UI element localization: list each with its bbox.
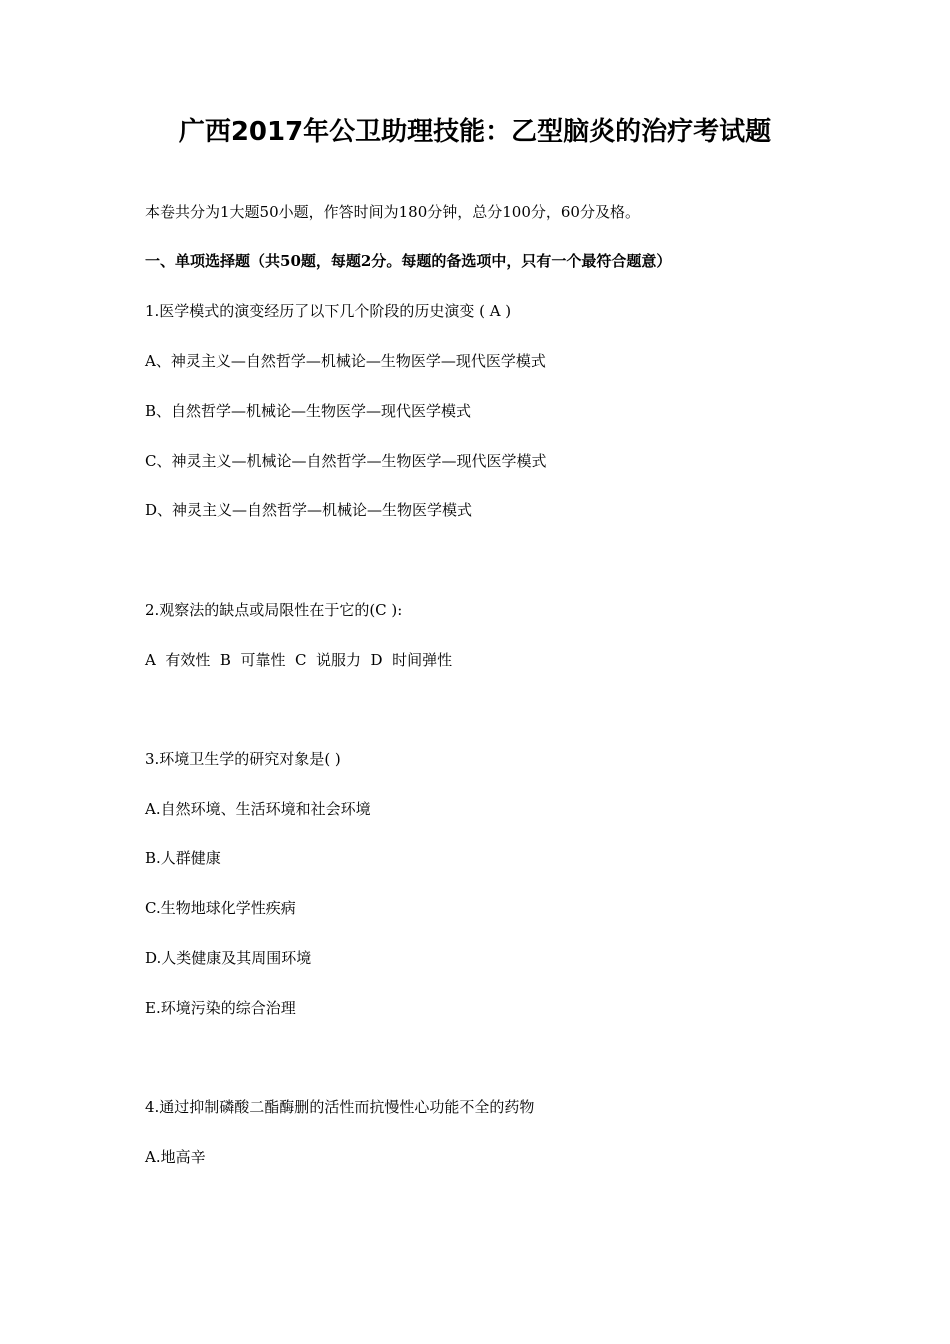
- answer-option: A.地高辛: [145, 1148, 206, 1166]
- question-stem: 3.环境卫生学的研究对象是( ): [145, 750, 341, 768]
- answer-option: B.人群健康: [145, 849, 221, 867]
- answer-option: E.环境污染的综合治理: [145, 999, 296, 1017]
- answer-option: A 有效性 B 可靠性 C 说服力 D 时间弹性: [145, 651, 453, 669]
- answer-option: C、神灵主义—机械论—自然哲学—生物医学—现代医学模式: [145, 452, 547, 470]
- answer-option: A、神灵主义—自然哲学—机械论—生物医学—现代医学模式: [145, 352, 546, 370]
- question-stem: 2.观察法的缺点或局限性在于它的(C ):: [145, 601, 403, 619]
- question-stem: 1.医学模式的演变经历了以下几个阶段的历史演变 ( A ): [145, 302, 512, 320]
- question-stem: 4.通过抑制磷酸二酯酶删的活性而抗慢性心功能不全的药物: [145, 1098, 535, 1116]
- answer-option: C.生物地球化学性疾病: [145, 899, 296, 917]
- exam-intro: 本卷共分为1大题50小题，作答时间为180分钟，总分100分，60分及格。: [145, 203, 640, 221]
- answer-option: D、神灵主义—自然哲学—机械论—生物医学模式: [145, 501, 473, 519]
- section-heading: 一、单项选择题（共50题，每题2分。每题的备选项中，只有一个最符合题意）: [145, 252, 672, 270]
- document-title: 广西2017年公卫助理技能：乙型脑炎的治疗考试题: [178, 117, 772, 147]
- answer-option: D.人类健康及其周围环境: [145, 949, 312, 967]
- answer-option: B、自然哲学—机械论—生物医学—现代医学模式: [145, 402, 472, 420]
- answer-option: A.自然环境、生活环境和社会环境: [145, 800, 371, 818]
